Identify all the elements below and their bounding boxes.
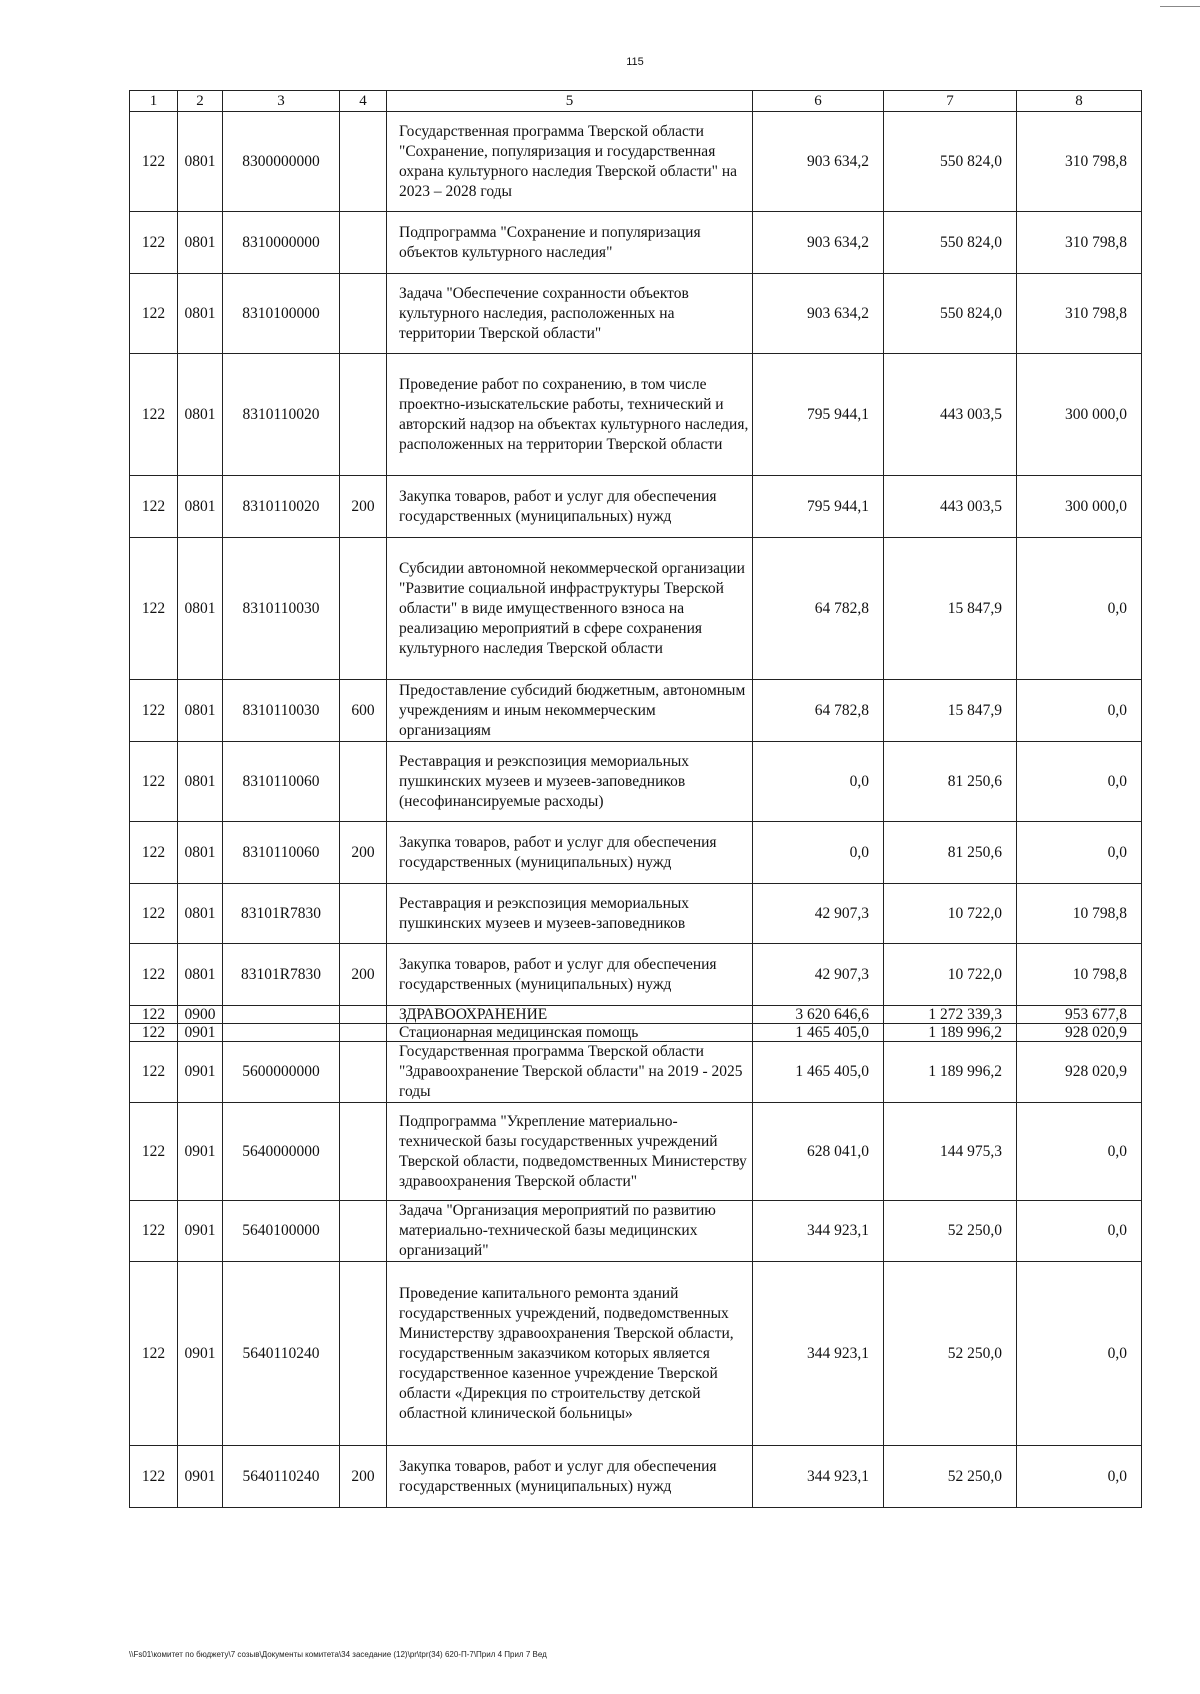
table-row (130, 742, 1142, 822)
amount-2023-cell: 344 923,1 (753, 1446, 884, 1508)
item-name-cell: Подпрограмма "Укрепление материально-технической базы государственных учреждений Тверской области, подведомственных Министерству здравоохранения Тверской области" (387, 1103, 753, 1201)
table-row (130, 884, 1142, 944)
item-name-cell: Закупка товаров, работ и услуг для обеспечения государственных (муниципальных) нужд (387, 1446, 753, 1508)
amount-2024-cell: 10 722,0 (884, 884, 1017, 944)
department-code-cell: 122 (130, 944, 178, 1006)
table-row (130, 112, 1142, 212)
expense-type-code-cell: 200 (340, 944, 387, 1006)
amount-2024-cell: 52 250,0 (884, 1201, 1017, 1262)
item-name-cell: Реставрация и реэкспозиция мемориальных пушкинских музеев и музеев-заповедников (387, 884, 753, 944)
amount-2025-cell: 310 798,8 (1017, 112, 1142, 212)
header-cell: 6 (753, 91, 884, 112)
amount-2025-cell: 10 798,8 (1017, 944, 1142, 1006)
department-code-cell: 122 (130, 1262, 178, 1446)
item-name-cell: Подпрограмма "Сохранение и популяризация объектов культурного наследия" (387, 212, 753, 274)
department-code-cell: 122 (130, 538, 178, 680)
amount-2023-cell: 628 041,0 (753, 1103, 884, 1201)
scan-edge-line (1160, 6, 1200, 7)
amount-2023-cell: 0,0 (753, 822, 884, 884)
target-article-code-cell: 8310110030 (223, 680, 340, 742)
department-code-cell: 122 (130, 476, 178, 538)
section-code-cell: 0901 (178, 1024, 223, 1042)
item-name-cell: Стационарная медицинская помощь (387, 1024, 753, 1042)
header-cell: 8 (1017, 91, 1142, 112)
amount-2024-cell: 443 003,5 (884, 354, 1017, 476)
table-row (130, 1024, 1142, 1042)
section-code-cell: 0801 (178, 538, 223, 680)
amount-2025-cell: 0,0 (1017, 1262, 1142, 1446)
amount-2024-cell: 550 824,0 (884, 274, 1017, 354)
target-article-code-cell: 8310110030 (223, 538, 340, 680)
item-name-cell: Задача "Обеспечение сохранности объектов культурного наследия, расположенных на территории Тверской области" (387, 274, 753, 354)
expense-type-code-cell (340, 1201, 387, 1262)
amount-2025-cell: 0,0 (1017, 538, 1142, 680)
expense-type-code-cell (340, 742, 387, 822)
amount-2023-cell: 64 782,8 (753, 680, 884, 742)
amount-2023-cell: 344 923,1 (753, 1201, 884, 1262)
section-code-cell: 0900 (178, 1006, 223, 1024)
item-name-cell: Закупка товаров, работ и услуг для обеспечения государственных (муниципальных) нужд (387, 944, 753, 1006)
target-article-code-cell: 83101R7830 (223, 944, 340, 1006)
table-row (130, 274, 1142, 354)
table-row (130, 476, 1142, 538)
table-row (130, 212, 1142, 274)
department-code-cell: 122 (130, 1042, 178, 1103)
expense-type-code-cell: 200 (340, 1446, 387, 1508)
amount-2024-cell: 144 975,3 (884, 1103, 1017, 1201)
amount-2024-cell: 1 189 996,2 (884, 1042, 1017, 1103)
expense-type-code-cell (340, 212, 387, 274)
expense-type-code-cell (340, 1103, 387, 1201)
page-number: 115 (626, 56, 644, 68)
amount-2024-cell: 15 847,9 (884, 538, 1017, 680)
amount-2025-cell: 953 677,8 (1017, 1006, 1142, 1024)
amount-2025-cell: 300 000,0 (1017, 476, 1142, 538)
amount-2023-cell: 903 634,2 (753, 112, 884, 212)
section-code-cell: 0801 (178, 212, 223, 274)
table-row (130, 1042, 1142, 1103)
amount-2025-cell: 928 020,9 (1017, 1042, 1142, 1103)
expense-type-code-cell (340, 274, 387, 354)
item-name-cell: Закупка товаров, работ и услуг для обеспечения государственных (муниципальных) нужд (387, 822, 753, 884)
amount-2025-cell: 0,0 (1017, 1446, 1142, 1508)
item-name-cell: ЗДРАВООХРАНЕНИЕ (387, 1006, 753, 1024)
section-code-cell: 0901 (178, 1201, 223, 1262)
table-row (130, 538, 1142, 680)
table-row (130, 944, 1142, 1006)
expense-type-code-cell: 200 (340, 822, 387, 884)
amount-2024-cell: 52 250,0 (884, 1446, 1017, 1508)
amount-2024-cell: 550 824,0 (884, 112, 1017, 212)
department-code-cell: 122 (130, 822, 178, 884)
department-code-cell: 122 (130, 354, 178, 476)
expense-type-code-cell (340, 1024, 387, 1042)
target-article-code-cell: 8300000000 (223, 112, 340, 212)
amount-2023-cell: 344 923,1 (753, 1262, 884, 1446)
amount-2025-cell: 10 798,8 (1017, 884, 1142, 944)
section-code-cell: 0801 (178, 354, 223, 476)
amount-2024-cell: 81 250,6 (884, 742, 1017, 822)
expense-type-code-cell (340, 538, 387, 680)
expense-type-code-cell (340, 1042, 387, 1103)
table-row (130, 354, 1142, 476)
section-code-cell: 0801 (178, 476, 223, 538)
amount-2023-cell: 1 465 405,0 (753, 1024, 884, 1042)
item-name-cell: Задача "Организация мероприятий по развитию материально-технической базы медицинских организаций" (387, 1201, 753, 1262)
target-article-code-cell: 5640100000 (223, 1201, 340, 1262)
table-row (130, 1103, 1142, 1201)
expense-type-code-cell (340, 884, 387, 944)
target-article-code-cell: 8310110060 (223, 742, 340, 822)
department-code-cell: 122 (130, 1446, 178, 1508)
amount-2025-cell: 0,0 (1017, 1201, 1142, 1262)
header-cell: 2 (178, 91, 223, 112)
item-name-cell: Субсидии автономной некоммерческой организации "Развитие социальной инфраструктуры Тверской области" в виде имущественного взноса на реализацию мероприятий в сфере сохранения культурного наследия Тверской области (387, 538, 753, 680)
department-code-cell: 122 (130, 274, 178, 354)
amount-2024-cell: 1 189 996,2 (884, 1024, 1017, 1042)
amount-2025-cell: 310 798,8 (1017, 212, 1142, 274)
header-cell: 1 (130, 91, 178, 112)
expense-type-code-cell (340, 354, 387, 476)
target-article-code-cell: 8310000000 (223, 212, 340, 274)
amount-2025-cell: 300 000,0 (1017, 354, 1142, 476)
amount-2025-cell: 310 798,8 (1017, 274, 1142, 354)
department-code-cell: 122 (130, 680, 178, 742)
amount-2024-cell: 52 250,0 (884, 1262, 1017, 1446)
expense-type-code-cell (340, 1006, 387, 1024)
department-code-cell: 122 (130, 742, 178, 822)
header-cell: 5 (387, 91, 753, 112)
target-article-code-cell (223, 1024, 340, 1042)
item-name-cell: Реставрация и реэкспозиция мемориальных пушкинских музеев и музеев-заповедников (несофинансируемые расходы) (387, 742, 753, 822)
target-article-code-cell: 5600000000 (223, 1042, 340, 1103)
amount-2023-cell: 903 634,2 (753, 274, 884, 354)
amount-2023-cell: 64 782,8 (753, 538, 884, 680)
table-row (130, 1201, 1142, 1262)
target-article-code-cell: 83101R7830 (223, 884, 340, 944)
department-code-cell: 122 (130, 212, 178, 274)
target-article-code-cell: 5640110240 (223, 1446, 340, 1508)
section-code-cell: 0801 (178, 944, 223, 1006)
amount-2023-cell: 0,0 (753, 742, 884, 822)
section-code-cell: 0801 (178, 680, 223, 742)
table-row (130, 1446, 1142, 1508)
amount-2024-cell: 550 824,0 (884, 212, 1017, 274)
department-code-cell: 122 (130, 112, 178, 212)
amount-2024-cell: 1 272 339,3 (884, 1006, 1017, 1024)
amount-2023-cell: 795 944,1 (753, 476, 884, 538)
header-cell: 3 (223, 91, 340, 112)
amount-2025-cell: 0,0 (1017, 822, 1142, 884)
item-name-cell: Проведение капитального ремонта зданий государственных учреждений, подведомственных Министерству здравоохранения Тверской области, государственным заказчиком которых является государственное казенное учреждение Тверской области «Дирекция по строительству детской областной клинической больницы» (387, 1262, 753, 1446)
header-cell: 7 (884, 91, 1017, 112)
section-code-cell: 0801 (178, 274, 223, 354)
amount-2024-cell: 81 250,6 (884, 822, 1017, 884)
budget-table (129, 90, 1142, 1508)
amount-2025-cell: 0,0 (1017, 742, 1142, 822)
amount-2025-cell: 928 020,9 (1017, 1024, 1142, 1042)
amount-2025-cell: 0,0 (1017, 680, 1142, 742)
amount-2023-cell: 42 907,3 (753, 884, 884, 944)
target-article-code-cell: 5640110240 (223, 1262, 340, 1446)
expense-type-code-cell (340, 1262, 387, 1446)
target-article-code-cell: 5640000000 (223, 1103, 340, 1201)
amount-2024-cell: 15 847,9 (884, 680, 1017, 742)
expense-type-code-cell: 200 (340, 476, 387, 538)
file-path-footer: \\Fs01\комитет по бюджету\7 созыв\Документы комитета\34 заседание (12)\pr\tpr(34) 620-П-7\Прил 4 Прил 7 Вед (129, 1650, 547, 1659)
table-row (130, 822, 1142, 884)
section-code-cell: 0901 (178, 1042, 223, 1103)
amount-2024-cell: 10 722,0 (884, 944, 1017, 1006)
item-name-cell: Государственная программа Тверской области "Сохранение, популяризация и государственная охрана культурного наследия Тверской области" на 2023 – 2028 годы (387, 112, 753, 212)
section-code-cell: 0801 (178, 742, 223, 822)
expense-type-code-cell: 600 (340, 680, 387, 742)
amount-2023-cell: 42 907,3 (753, 944, 884, 1006)
section-code-cell: 0801 (178, 822, 223, 884)
table-row (130, 680, 1142, 742)
table-row (130, 1006, 1142, 1024)
expense-type-code-cell (340, 112, 387, 212)
column-number-header (130, 91, 1142, 112)
amount-2024-cell: 443 003,5 (884, 476, 1017, 538)
department-code-cell: 122 (130, 1103, 178, 1201)
target-article-code-cell: 8310100000 (223, 274, 340, 354)
amount-2023-cell: 3 620 646,6 (753, 1006, 884, 1024)
item-name-cell: Закупка товаров, работ и услуг для обеспечения государственных (муниципальных) нужд (387, 476, 753, 538)
item-name-cell: Предоставление субсидий бюджетным, автономным учреждениям и иным некоммерческим организациям (387, 680, 753, 742)
amount-2023-cell: 903 634,2 (753, 212, 884, 274)
target-article-code-cell: 8310110020 (223, 476, 340, 538)
amount-2023-cell: 795 944,1 (753, 354, 884, 476)
section-code-cell: 0901 (178, 1262, 223, 1446)
section-code-cell: 0901 (178, 1446, 223, 1508)
section-code-cell: 0801 (178, 112, 223, 212)
department-code-cell: 122 (130, 1006, 178, 1024)
department-code-cell: 122 (130, 1201, 178, 1262)
item-name-cell: Государственная программа Тверской области "Здравоохранение Тверской области" на 2019 - 2025 годы (387, 1042, 753, 1103)
amount-2025-cell: 0,0 (1017, 1103, 1142, 1201)
target-article-code-cell (223, 1006, 340, 1024)
amount-2023-cell: 1 465 405,0 (753, 1042, 884, 1103)
item-name-cell: Проведение работ по сохранению, в том числе проектно-изыскательские работы, технический и авторский надзор на объектах культурного наследия, расположенных на территории Тверской области (387, 354, 753, 476)
target-article-code-cell: 8310110060 (223, 822, 340, 884)
target-article-code-cell: 8310110020 (223, 354, 340, 476)
section-code-cell: 0801 (178, 884, 223, 944)
table-row (130, 1262, 1142, 1446)
department-code-cell: 122 (130, 1024, 178, 1042)
section-code-cell: 0901 (178, 1103, 223, 1201)
department-code-cell: 122 (130, 884, 178, 944)
header-cell: 4 (340, 91, 387, 112)
